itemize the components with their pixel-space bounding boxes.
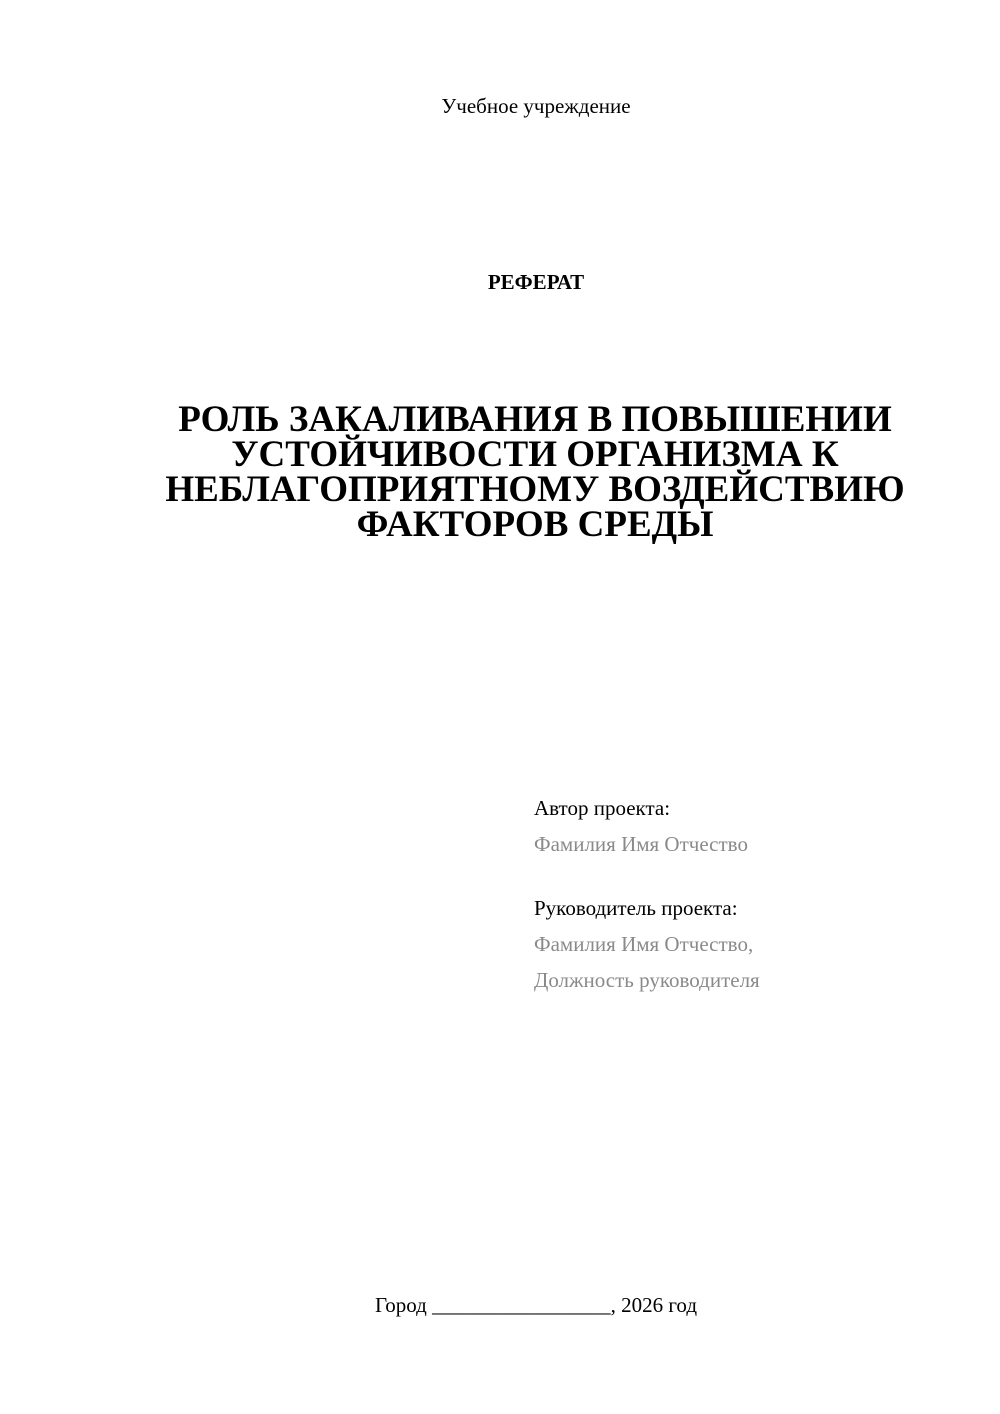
title-line: НЕБЛАГОПРИЯТНОМУ ВОЗДЕЙСТВИЮ (165, 469, 905, 510)
title-line: ФАКТОРОВ СРЕДЫ (356, 504, 714, 545)
supervisor-position: Должность руководителя (534, 968, 760, 992)
institution-name: Учебное учреждение (441, 94, 631, 118)
author-label: Автор проекта: (534, 796, 671, 820)
document-title (130, 399, 940, 545)
supervisor-name: Фамилия Имя Отчество, (534, 932, 754, 956)
author-name: Фамилия Имя Отчество (534, 832, 748, 856)
spacer (534, 862, 974, 890)
document-type: РЕФЕРАТ (487, 270, 585, 294)
supervisor-label: Руководитель проекта: (534, 896, 738, 920)
title-line: РОЛЬ ЗАКАЛИВАНИЯ В ПОВЫШЕНИИ (178, 399, 892, 440)
project-info (534, 790, 974, 998)
title-line: УСТОЙЧИВОСТИ ОРГАНИЗМА К (231, 434, 839, 475)
city-year-line: Город _________________, 2026 год (374, 1293, 698, 1317)
